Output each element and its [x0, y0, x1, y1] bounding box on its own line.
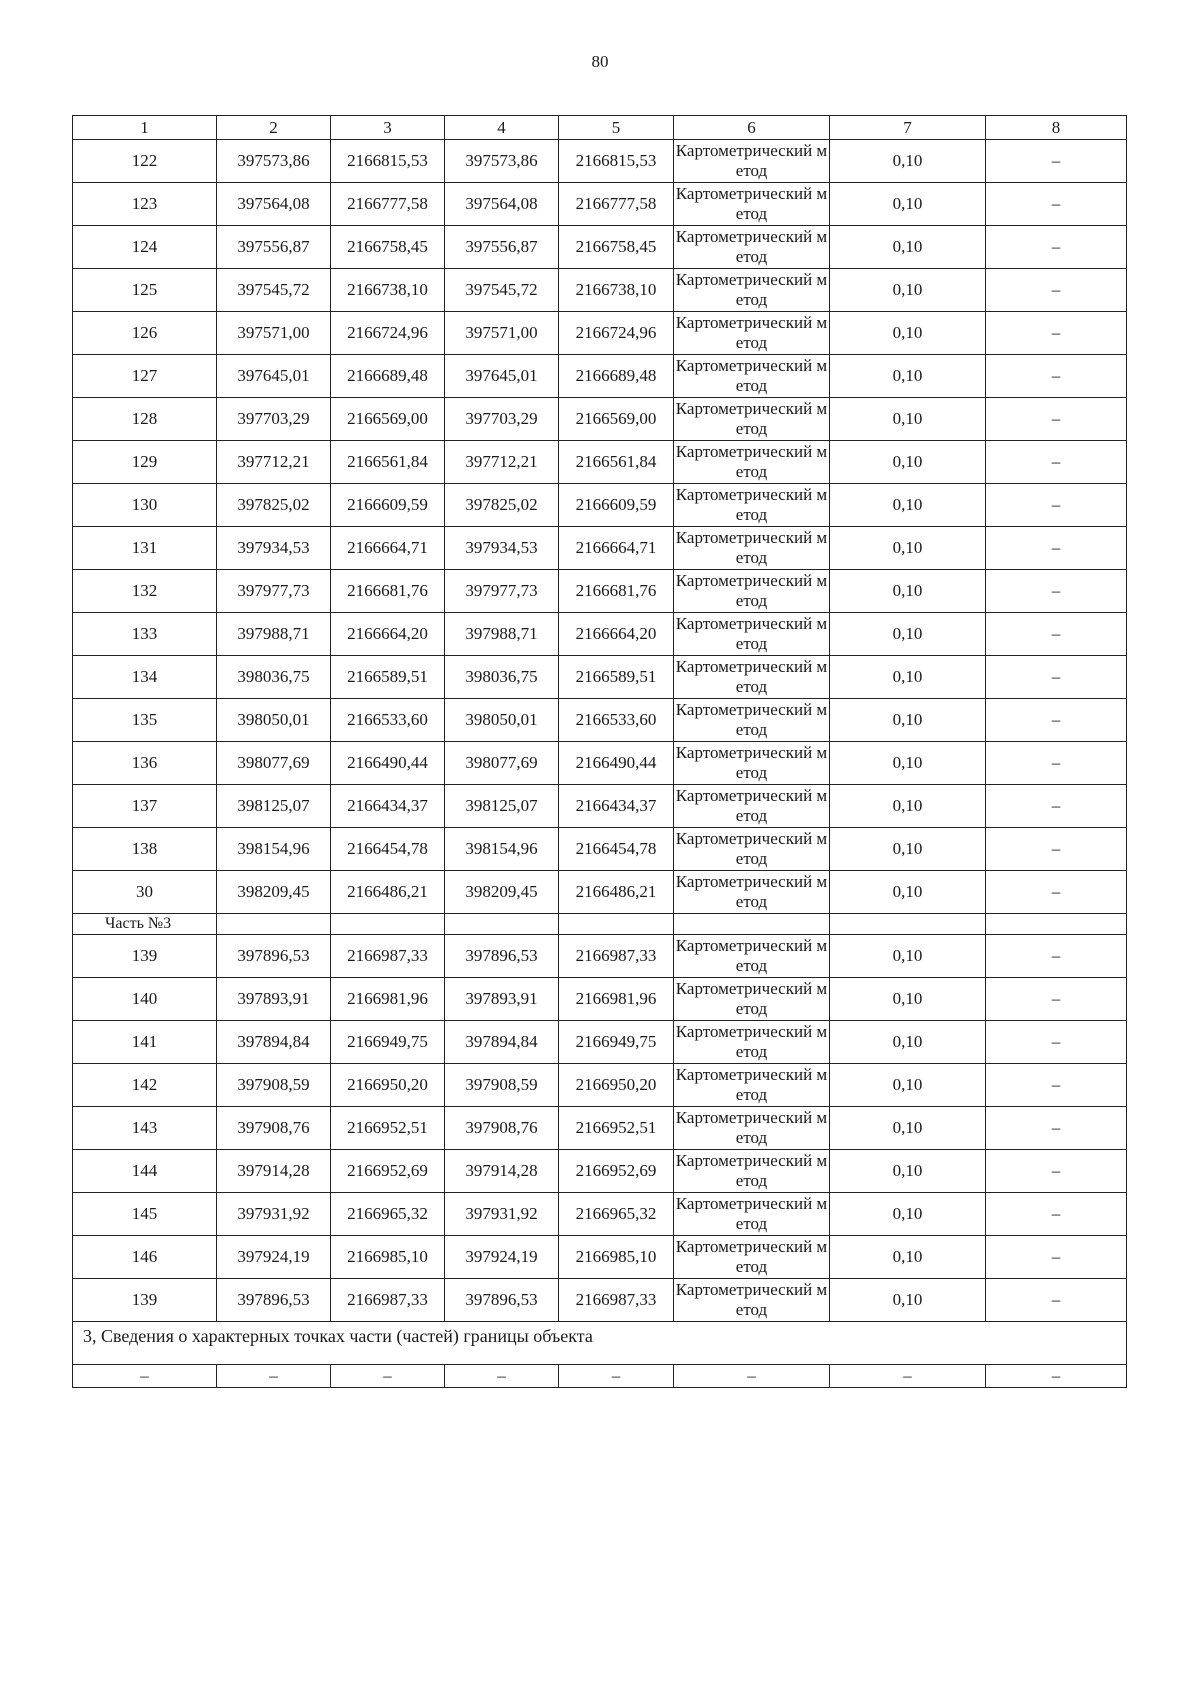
table-cell: 140: [73, 978, 217, 1021]
table-row: [73, 1064, 1127, 1107]
table-cell: –: [986, 1064, 1127, 1107]
table-cell: 397931,92: [217, 1193, 331, 1236]
table-cell: 397934,53: [217, 527, 331, 570]
table-cell: 397977,73: [445, 570, 559, 613]
table-cell: 2166952,51: [559, 1107, 674, 1150]
header-cell: 6: [674, 116, 830, 140]
table-cell: –: [830, 1365, 986, 1388]
table-cell: 2166738,10: [331, 269, 445, 312]
table-row: [73, 978, 1127, 1021]
table-cell: 397934,53: [445, 527, 559, 570]
method-cell: Картометрический метод: [674, 441, 830, 484]
section-title: 3, Сведения о характерных точках части (частей) границы объекта: [73, 1322, 1127, 1365]
method-cell: Картометрический метод: [674, 527, 830, 570]
table-cell: 397703,29: [217, 398, 331, 441]
table-cell: 397896,53: [217, 1279, 331, 1322]
table-row: [73, 785, 1127, 828]
table-cell: –: [445, 1365, 559, 1388]
table-cell: 0,10: [830, 1064, 986, 1107]
table-cell: 397893,91: [217, 978, 331, 1021]
table-cell: 398125,07: [445, 785, 559, 828]
table-row: [73, 1150, 1127, 1193]
table-cell: 397564,08: [217, 183, 331, 226]
table-cell: 122: [73, 140, 217, 183]
table-cell: –: [986, 699, 1127, 742]
table-cell: –: [986, 785, 1127, 828]
table-cell: 2166952,69: [331, 1150, 445, 1193]
table-cell: 397712,21: [217, 441, 331, 484]
table-cell: –: [986, 656, 1127, 699]
method-cell: Картометрический метод: [674, 1279, 830, 1322]
table-cell: 2166486,21: [559, 871, 674, 914]
table-cell: –: [986, 742, 1127, 785]
table-cell: 397545,72: [217, 269, 331, 312]
page-number: 80: [591, 52, 609, 71]
table-cell: 0,10: [830, 828, 986, 871]
table-cell: 2166664,20: [331, 613, 445, 656]
table-cell: –: [986, 527, 1127, 570]
table-cell: 2166949,75: [331, 1021, 445, 1064]
table-row: [73, 871, 1127, 914]
table-cell: –: [986, 140, 1127, 183]
table-cell: –: [986, 1365, 1127, 1388]
table-cell: 2166777,58: [331, 183, 445, 226]
table-cell: 0,10: [830, 871, 986, 914]
table-cell: 137: [73, 785, 217, 828]
table-cell: 397914,28: [217, 1150, 331, 1193]
table-cell: –: [986, 355, 1127, 398]
table-cell: 397703,29: [445, 398, 559, 441]
header-cell: 5: [559, 116, 674, 140]
table-cell: –: [674, 1365, 830, 1388]
table-cell: 2166738,10: [559, 269, 674, 312]
table-row: [73, 828, 1127, 871]
table-row: [73, 699, 1127, 742]
table-cell: 0,10: [830, 1236, 986, 1279]
table-cell: 0,10: [830, 398, 986, 441]
table-cell: 397573,86: [217, 140, 331, 183]
table-cell: 397556,87: [445, 226, 559, 269]
method-cell: Картометрический метод: [674, 398, 830, 441]
table-row: [73, 269, 1127, 312]
table-cell: 0,10: [830, 742, 986, 785]
table-cell: 397712,21: [445, 441, 559, 484]
table-cell: 2166533,60: [331, 699, 445, 742]
table-cell: –: [986, 226, 1127, 269]
table-cell: 2166985,10: [559, 1236, 674, 1279]
method-cell: Картометрический метод: [674, 935, 830, 978]
table-cell: 397556,87: [217, 226, 331, 269]
table-cell: 397893,91: [445, 978, 559, 1021]
table-cell: 2166609,59: [559, 484, 674, 527]
table-cell: 2166486,21: [331, 871, 445, 914]
table-cell: 123: [73, 183, 217, 226]
table-cell: 2166987,33: [331, 1279, 445, 1322]
table-cell: 0,10: [830, 1107, 986, 1150]
table-cell: 0,10: [830, 978, 986, 1021]
table-cell: 2166569,00: [331, 398, 445, 441]
table-cell: 397573,86: [445, 140, 559, 183]
table-cell: –: [986, 1193, 1127, 1236]
table-cell: 397908,76: [217, 1107, 331, 1150]
table-cell: 398050,01: [445, 699, 559, 742]
header-cell: 7: [830, 116, 986, 140]
table-cell: 2166664,71: [331, 527, 445, 570]
table-row: [73, 140, 1127, 183]
method-cell: Картометрический метод: [674, 828, 830, 871]
table-cell: 397931,92: [445, 1193, 559, 1236]
table-cell: 2166950,20: [331, 1064, 445, 1107]
header-cell: 2: [217, 116, 331, 140]
section-empty-row: [73, 1365, 1127, 1388]
table-cell: 2166454,78: [559, 828, 674, 871]
table-cell: 0,10: [830, 935, 986, 978]
section-title-row: [73, 1322, 1127, 1365]
table-cell: 397645,01: [217, 355, 331, 398]
table-cell: [217, 914, 331, 935]
table-cell: 0,10: [830, 1150, 986, 1193]
table-cell: 126: [73, 312, 217, 355]
table-cell: 131: [73, 527, 217, 570]
method-cell: Картометрический метод: [674, 1107, 830, 1150]
table-cell: 2166758,45: [559, 226, 674, 269]
table-cell: 130: [73, 484, 217, 527]
method-cell: Картометрический метод: [674, 312, 830, 355]
table-cell: –: [986, 1021, 1127, 1064]
table-row: [73, 312, 1127, 355]
table-cell: 2166985,10: [331, 1236, 445, 1279]
table-cell: 146: [73, 1236, 217, 1279]
table-cell: [674, 914, 830, 935]
table-cell: 398077,69: [217, 742, 331, 785]
table-cell: 398036,75: [445, 656, 559, 699]
table-cell: –: [331, 1365, 445, 1388]
table-cell: 397894,84: [217, 1021, 331, 1064]
table-cell: 2166950,20: [559, 1064, 674, 1107]
table-cell: 2166569,00: [559, 398, 674, 441]
table-row: [73, 355, 1127, 398]
table-cell: 398077,69: [445, 742, 559, 785]
table-cell: 2166533,60: [559, 699, 674, 742]
table-cell: –: [986, 935, 1127, 978]
table-cell: 2166724,96: [331, 312, 445, 355]
table-cell: –: [986, 1150, 1127, 1193]
table-cell: 2166561,84: [559, 441, 674, 484]
table-cell: 398154,96: [445, 828, 559, 871]
table-cell: 397825,02: [217, 484, 331, 527]
table-cell: 2166758,45: [331, 226, 445, 269]
table-cell: 143: [73, 1107, 217, 1150]
method-cell: Картометрический метод: [674, 1236, 830, 1279]
table-cell: 397571,00: [217, 312, 331, 355]
table-cell: 134: [73, 656, 217, 699]
table-body: [73, 116, 1127, 1388]
table-cell: 398125,07: [217, 785, 331, 828]
header-row: [73, 116, 1127, 140]
table-row: [73, 183, 1127, 226]
table-cell: 2166490,44: [331, 742, 445, 785]
table-cell: 397825,02: [445, 484, 559, 527]
coordinates-table: [72, 115, 1127, 1388]
table-cell: –: [986, 613, 1127, 656]
table-row: [73, 1236, 1127, 1279]
table-cell: 397988,71: [217, 613, 331, 656]
table-cell: 0,10: [830, 527, 986, 570]
table-cell: 398036,75: [217, 656, 331, 699]
table-cell: 2166561,84: [331, 441, 445, 484]
table-row: [73, 1021, 1127, 1064]
table-cell: 2166689,48: [331, 355, 445, 398]
table-cell: –: [217, 1365, 331, 1388]
table-cell: –: [986, 1236, 1127, 1279]
table-cell: 2166689,48: [559, 355, 674, 398]
table-cell: 2166609,59: [331, 484, 445, 527]
table-cell: –: [986, 269, 1127, 312]
method-cell: Картометрический метод: [674, 484, 830, 527]
table-cell: 2166987,33: [559, 935, 674, 978]
table-cell: 397924,19: [217, 1236, 331, 1279]
method-cell: Картометрический метод: [674, 269, 830, 312]
table-cell: –: [986, 828, 1127, 871]
table-cell: 2166724,96: [559, 312, 674, 355]
table-row: [73, 1193, 1127, 1236]
method-cell: Картометрический метод: [674, 355, 830, 398]
table-cell: 397564,08: [445, 183, 559, 226]
table-cell: 397914,28: [445, 1150, 559, 1193]
table-cell: 0,10: [830, 183, 986, 226]
table-cell: 397988,71: [445, 613, 559, 656]
method-cell: Картометрический метод: [674, 1150, 830, 1193]
table-cell: 398050,01: [217, 699, 331, 742]
table-cell: 145: [73, 1193, 217, 1236]
table-cell: 136: [73, 742, 217, 785]
table-cell: 0,10: [830, 570, 986, 613]
table-cell: 125: [73, 269, 217, 312]
method-cell: Картометрический метод: [674, 183, 830, 226]
table-cell: 135: [73, 699, 217, 742]
part-label: Часть №3: [73, 914, 217, 935]
table-cell: [331, 914, 445, 935]
table-cell: 0,10: [830, 699, 986, 742]
table-row: [73, 742, 1127, 785]
table-cell: 142: [73, 1064, 217, 1107]
table-cell: 0,10: [830, 656, 986, 699]
table-cell: 30: [73, 871, 217, 914]
table-cell: 398154,96: [217, 828, 331, 871]
header-cell: 8: [986, 116, 1127, 140]
method-cell: Картометрический метод: [674, 570, 830, 613]
table-cell: 132: [73, 570, 217, 613]
table-cell: [445, 914, 559, 935]
table-cell: –: [986, 398, 1127, 441]
table-row: [73, 226, 1127, 269]
table-cell: [559, 914, 674, 935]
table-cell: –: [986, 1107, 1127, 1150]
table-cell: 2166981,96: [331, 978, 445, 1021]
table-cell: 128: [73, 398, 217, 441]
table-cell: 0,10: [830, 140, 986, 183]
table-cell: 2166987,33: [331, 935, 445, 978]
table-cell: 2166490,44: [559, 742, 674, 785]
table-cell: 129: [73, 441, 217, 484]
table-cell: –: [986, 978, 1127, 1021]
table-cell: 2166589,51: [331, 656, 445, 699]
table-cell: 0,10: [830, 1279, 986, 1322]
method-cell: Картометрический метод: [674, 613, 830, 656]
method-cell: Картометрический метод: [674, 699, 830, 742]
table-cell: 397896,53: [217, 935, 331, 978]
table-cell: 2166965,32: [331, 1193, 445, 1236]
table-cell: 133: [73, 613, 217, 656]
table-cell: 139: [73, 935, 217, 978]
table-cell: 2166434,37: [559, 785, 674, 828]
table-cell: [986, 914, 1127, 935]
table-row: [73, 441, 1127, 484]
table-row: [73, 656, 1127, 699]
table-cell: 397645,01: [445, 355, 559, 398]
table-cell: –: [986, 871, 1127, 914]
table-row: [73, 1107, 1127, 1150]
table-cell: 2166952,51: [331, 1107, 445, 1150]
table-cell: 2166777,58: [559, 183, 674, 226]
table-cell: 397908,59: [445, 1064, 559, 1107]
table-row: [73, 570, 1127, 613]
table-row: [73, 398, 1127, 441]
table-cell: –: [986, 312, 1127, 355]
table-cell: –: [73, 1365, 217, 1388]
table-row: [73, 1279, 1127, 1322]
table-cell: –: [986, 183, 1127, 226]
table-cell: –: [986, 484, 1127, 527]
table-cell: 2166815,53: [331, 140, 445, 183]
table-cell: 141: [73, 1021, 217, 1064]
method-cell: Картометрический метод: [674, 656, 830, 699]
table-cell: 138: [73, 828, 217, 871]
table-cell: 2166664,20: [559, 613, 674, 656]
table-cell: 0,10: [830, 226, 986, 269]
method-cell: Картометрический метод: [674, 785, 830, 828]
part-header-row: [73, 914, 1127, 935]
table-cell: –: [986, 441, 1127, 484]
table-cell: –: [986, 570, 1127, 613]
method-cell: Картометрический метод: [674, 871, 830, 914]
table-row: [73, 527, 1127, 570]
header-cell: 1: [73, 116, 217, 140]
table-cell: 0,10: [830, 484, 986, 527]
method-cell: Картометрический метод: [674, 978, 830, 1021]
table-cell: 2166434,37: [331, 785, 445, 828]
table-row: [73, 484, 1127, 527]
table-cell: 397894,84: [445, 1021, 559, 1064]
table-cell: 2166681,76: [331, 570, 445, 613]
table-cell: 397977,73: [217, 570, 331, 613]
table-cell: 0,10: [830, 312, 986, 355]
table-cell: 2166664,71: [559, 527, 674, 570]
method-cell: Картометрический метод: [674, 140, 830, 183]
table-cell: 139: [73, 1279, 217, 1322]
table-cell: 0,10: [830, 613, 986, 656]
method-cell: Картометрический метод: [674, 226, 830, 269]
table-cell: –: [986, 1279, 1127, 1322]
table-row: [73, 935, 1127, 978]
table-cell: 2166987,33: [559, 1279, 674, 1322]
method-cell: Картометрический метод: [674, 1021, 830, 1064]
method-cell: Картометрический метод: [674, 1064, 830, 1107]
table-cell: 2166681,76: [559, 570, 674, 613]
table-cell: 2166952,69: [559, 1150, 674, 1193]
table-cell: 2166965,32: [559, 1193, 674, 1236]
table-cell: 2166454,78: [331, 828, 445, 871]
table-cell: [830, 914, 986, 935]
table-cell: 0,10: [830, 441, 986, 484]
table-cell: 0,10: [830, 1193, 986, 1236]
table-cell: 144: [73, 1150, 217, 1193]
method-cell: Картометрический метод: [674, 742, 830, 785]
table-cell: 2166949,75: [559, 1021, 674, 1064]
table-cell: –: [559, 1365, 674, 1388]
table-cell: 0,10: [830, 269, 986, 312]
table-cell: 398209,45: [217, 871, 331, 914]
table-cell: 0,10: [830, 1021, 986, 1064]
table-cell: 124: [73, 226, 217, 269]
table-cell: 397896,53: [445, 935, 559, 978]
table-cell: 398209,45: [445, 871, 559, 914]
table-cell: 397908,76: [445, 1107, 559, 1150]
table-cell: 397571,00: [445, 312, 559, 355]
header-cell: 3: [331, 116, 445, 140]
table-cell: 397896,53: [445, 1279, 559, 1322]
table-cell: 0,10: [830, 785, 986, 828]
table-cell: 397924,19: [445, 1236, 559, 1279]
table-cell: 2166589,51: [559, 656, 674, 699]
table-cell: 2166815,53: [559, 140, 674, 183]
table-cell: 0,10: [830, 355, 986, 398]
table-cell: 397908,59: [217, 1064, 331, 1107]
table-cell: 397545,72: [445, 269, 559, 312]
header-cell: 4: [445, 116, 559, 140]
table-cell: 127: [73, 355, 217, 398]
table-cell: 2166981,96: [559, 978, 674, 1021]
method-cell: Картометрический метод: [674, 1193, 830, 1236]
table-row: [73, 613, 1127, 656]
